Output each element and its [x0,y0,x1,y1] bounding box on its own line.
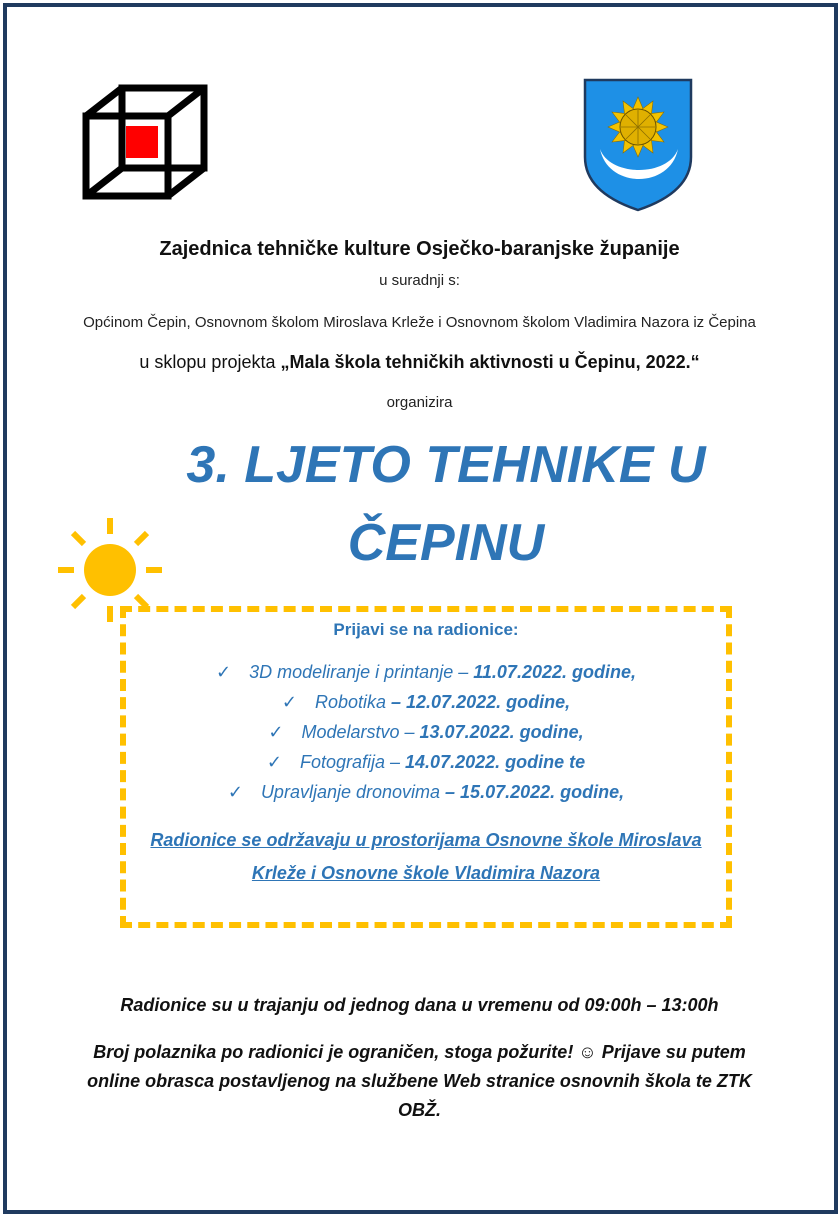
workshop-item [120,692,732,713]
project-line [0,352,839,373]
workshop-date: – 12.07.2022. godine, [391,692,571,712]
event-title-line-1: 3. LJETO TEHNIKE U [186,436,706,494]
checkmark-icon: ✓ [266,752,282,772]
cepin-coat-of-arms-icon [582,77,694,213]
location-text[interactable] [120,824,732,890]
duration-text: Radionice su u trajanju od jednog dana u vremenu od 09:00h – 13:00h [120,995,719,1015]
note-line-1: Broj polaznika po radionici je ograničen, stoga požurite! ☺ Prijave su putem [93,1042,746,1062]
workshop-name: 3D modeliranje i printanje – [249,662,474,682]
workshop-item [120,782,732,803]
note-line-2: online obrasca postavljenog na službene Web stranice osnovnih škola te ZTK [87,1071,752,1091]
workshop-name: Robotika [314,692,392,712]
workshop-item [120,662,732,683]
registration-note [70,1038,769,1125]
workshop-date: 13.07.2022. godine, [419,722,584,742]
event-title-line-2: ČEPINU [347,514,545,572]
workshop-date: – 15.07.2022. godine, [445,782,625,802]
project-prefix: u sklopu projekta [139,352,281,372]
location-line-1[interactable]: Radionice se održavaju u prostorijama Osnovne škole Miroslava [150,830,702,850]
checkmark-icon: ✓ [281,692,297,712]
location-line-2[interactable]: Krleže i Osnovne škole Vladimira Nazora [251,863,601,883]
organizer-name: Zajednica tehničke kulture Osječko-baranjske županije [159,238,680,260]
workshop-name: Fotografija – [299,752,406,772]
workshop-name: Modelarstvo – [301,722,420,742]
checkmark-icon: ✓ [216,662,232,682]
workshop-name: Upravljanje dronovima [260,782,446,802]
workshop-date: 11.07.2022. godine, [473,662,636,682]
signup-heading: Prijavi se na radionice: [333,620,519,639]
workshop-item [120,752,732,773]
workshop-date: 14.07.2022. godine te [405,752,586,772]
ztk-cube-logo [82,84,208,200]
checkmark-icon: ✓ [268,722,284,742]
workshop-item [120,722,732,743]
partners-text: Općinom Čepin, Osnovnom školom Miroslava Krleže i Osnovnom školom Vladimira Nazora iz Čepina [83,314,756,331]
note-line-3: OBŽ. [398,1100,441,1120]
cooperation-intro: u suradnji s: [379,272,460,289]
project-name: „Mala škola tehničkih aktivnosti u Čepinu, 2022.“ [280,352,700,372]
organizes-text: organizira [386,394,453,411]
checkmark-icon: ✓ [227,782,243,802]
